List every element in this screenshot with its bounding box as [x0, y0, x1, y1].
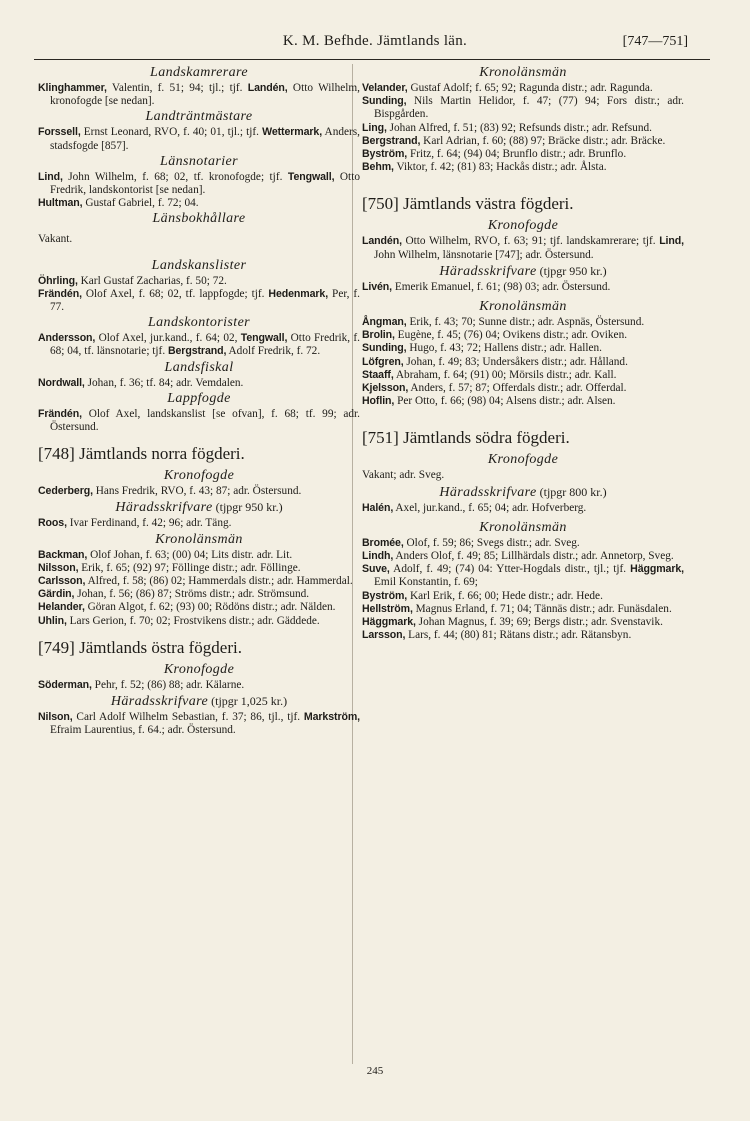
entry-name: Söderman,: [38, 678, 92, 691]
entry-text: Johan, f. 49; 83; Undersåkers distr.; adr. Hålland.: [403, 355, 628, 368]
right-column: [362, 64, 684, 642]
entry-name: Bromée,: [362, 536, 404, 549]
entry-text: Fritz, f. 64; (94) 04; Brunflo distr.; adr. Brunflo.: [407, 148, 627, 161]
entry-vacant: Vakant; adr. Sveg.: [362, 469, 445, 482]
entry-text: Per, f. 77.: [50, 287, 360, 314]
entry: [38, 332, 360, 358]
entry: [362, 342, 684, 355]
entry-name: Tengwall,: [287, 170, 335, 183]
entry: [362, 537, 684, 550]
entry: [362, 135, 684, 148]
entry-text: Lars, f. 44; (80) 81; Rätans distr.; adr. Rätansbyn.: [405, 629, 632, 642]
section-heading: Landskanslister: [151, 257, 247, 273]
entry-text: Gustaf Adolf; f. 65; 92; Ragunda distr.; adr. Ragunda.: [407, 82, 653, 94]
entry: [38, 197, 360, 210]
entry-name: Frändén,: [38, 407, 82, 420]
entry: [362, 382, 684, 395]
entry-name: Ling,: [362, 121, 387, 134]
entry-text: Anders, f. 57; 87; Offerdals distr.; adr. Offerdal.: [408, 382, 627, 395]
entry: [362, 82, 684, 95]
entry-text: Otto Wilhelm, RVO, f. 63; 91; tjf. landskamrerare; tjf.: [401, 235, 660, 248]
entry: [362, 629, 684, 642]
entry: [362, 550, 684, 563]
entry: [362, 281, 684, 294]
entry-name: Behm,: [362, 161, 394, 174]
entry-text: Ivar Ferdinand, f. 42; 96; adr. Täng.: [66, 517, 232, 530]
entry-name: Häggmark,: [362, 616, 416, 629]
entry: [362, 563, 684, 589]
section-heading: Kronofogde: [163, 468, 235, 484]
entry: [362, 395, 684, 408]
entry-name: Sunding,: [362, 95, 407, 108]
entry-text: Axel, jur.kand., f. 65; 04; adr. Hofverberg.: [393, 501, 587, 514]
entry-text: Eugène, f. 45; (76) 04; Ovikens distr.; adr. Oviken.: [394, 329, 628, 342]
entry-text: Lars Gerion, f. 70; 02; Frostvikens distr.; adr. Gäddede.: [66, 614, 320, 627]
entry-name: Brolin,: [362, 329, 395, 342]
entry-text: Olof Axel, jur.kand., f. 64; 02,: [95, 332, 241, 345]
entry-name: Suve,: [362, 563, 390, 576]
entry-name: Kjelsson,: [362, 382, 409, 395]
entry-name: Lind,: [38, 170, 63, 183]
page-header: [0, 30, 750, 56]
entry: [38, 588, 360, 601]
section-heading: Landsfiskal: [164, 359, 234, 375]
entry-name: Uhlin,: [38, 614, 67, 627]
entry-name: Livén,: [362, 280, 393, 293]
entry: [362, 148, 684, 161]
entry-text: Erik, f. 43; 70; Sunne distr.; adr. Aspnäs, Östersund.: [406, 316, 645, 329]
entry-text: Nils Martin Helidor, f. 47; (77) 94; Fors distr.; adr. Bispgården.: [374, 95, 684, 121]
section-heading: Kronolänsmän: [479, 299, 567, 315]
entry-text: John Wilhelm, f. 68; 02, tf. kronofogde; tjf.: [62, 170, 288, 183]
heading-title: Häradsskrifvare: [439, 484, 537, 500]
entry-text: Anders, stadsfogde [857].: [50, 126, 360, 152]
entry: [38, 377, 360, 390]
entry-name: Nordwall,: [38, 376, 85, 389]
entry: [362, 356, 684, 369]
entry-text: Karl Adrian, f. 60; (88) 97; Bräcke distr.; adr. Bräcke.: [420, 134, 666, 147]
entry: [38, 288, 360, 314]
entry-text: Magnus Erland, f. 71; 04; Tännäs distr.; adr. Funäsdalen.: [412, 602, 672, 615]
entry: [38, 126, 360, 152]
entry: [38, 275, 360, 288]
entry-name: Tengwall,: [240, 332, 288, 345]
entry-text: Otto Fredrik, f. 68; 04, tf. länsnotarie; tjf.: [50, 332, 360, 358]
entry-text: Karl Gustaf Zacharias, f. 50; 72.: [77, 274, 227, 287]
entry: [38, 562, 360, 575]
entry-name: Byström,: [362, 589, 408, 602]
entry-text: Valentin, f. 51; 94; tjl.; tjf.: [106, 82, 248, 94]
entry-text: Alfred, f. 58; (86) 02; Hammerdals distr.; adr. Hammerdal.: [85, 575, 353, 588]
entry-name: Roos,: [38, 517, 67, 530]
entry-text: Otto Fredrik, landskontorist [se nedan].: [50, 170, 360, 197]
heading-title: Häradsskrifvare: [115, 500, 213, 516]
district-heading: [750] Jämtlands västra fögderi.: [362, 194, 574, 214]
entry-text: Emil Konstantin, f. 69;: [374, 576, 478, 589]
entry: [362, 329, 684, 342]
entry-text: Göran Algot, f. 62; (93) 00; Rödöns distr.; adr. Nälden.: [84, 601, 336, 614]
entry-name: Gärdin,: [38, 588, 75, 601]
entry-name: Klinghammer,: [38, 82, 107, 94]
entry: [38, 575, 360, 588]
section-heading: [38, 499, 360, 516]
entry-text: Pehr, f. 52; (86) 88; adr. Kälarne.: [91, 678, 245, 691]
entry: [38, 485, 360, 498]
heading-salary: (tjpgr 1,025 kr.): [208, 694, 288, 709]
heading-salary: (tjpgr 950 kr.): [536, 263, 607, 278]
entry: [362, 95, 684, 121]
entry-name: Frändén,: [38, 287, 82, 300]
section-heading: Kronolänsmän: [479, 519, 567, 535]
entry-text: Johan, f. 56; (86) 87; Ströms distr.; adr. Strömsund.: [74, 588, 310, 601]
entry-text: Ernst Leonard, RVO, f. 40; 01, tjl.; tjf.: [80, 126, 263, 139]
entry: [362, 502, 684, 515]
entry-name: Larsson,: [362, 629, 406, 642]
entry: [362, 616, 684, 629]
entry-text: Adolf, f. 49; (74) 04: Ytter-Hogdals distr., tjl.; tjf.: [389, 563, 631, 576]
entry-text: Emerik Emanuel, f. 61; (98) 03; adr. Östersund.: [392, 280, 611, 293]
entry-text: Erik, f. 65; (92) 97; Föllinge distr.; adr. Föllinge.: [78, 561, 301, 574]
heading-title: Häradsskrifvare: [110, 694, 209, 710]
heading-salary: (tjpgr 950 kr.): [212, 500, 283, 515]
entry-text: Per Otto, f. 66; (98) 04; Alsens distr.; adr. Alsen.: [394, 395, 616, 408]
left-column: [38, 64, 360, 737]
entry-name: Bergstrand,: [362, 134, 421, 147]
district-heading: [751] Jämtlands södra fögderi.: [362, 428, 570, 448]
section-heading: [38, 693, 360, 710]
entry-name: Lindh,: [362, 550, 394, 563]
section-heading: Lappfogde: [167, 390, 231, 406]
entry-name: Landén,: [247, 82, 288, 94]
entry: [362, 235, 684, 261]
section-heading: Kronolänsmän: [155, 531, 243, 547]
entry-text: Johan Magnus, f. 39; 69; Bergs distr.; adr. Svenstavik.: [415, 616, 663, 629]
entry: [38, 82, 360, 108]
section-heading: Kronofogde: [163, 661, 235, 677]
heading-title: Häradsskrifvare: [439, 263, 537, 279]
entry: [362, 369, 684, 382]
entry-text: Anders Olof, f. 49; 85; Lillhärdals distr.; adr. Annetorp, Sveg.: [393, 550, 674, 563]
entry-text: Hugo, f. 43; 72; Hallens distr.; adr. Hallen.: [406, 342, 602, 355]
entry-text: Otto Wilhelm, kronofogde [se nedan].: [50, 82, 360, 108]
district-heading: [749] Jämtlands östra fögderi.: [38, 637, 242, 657]
entry-name: Backman,: [38, 548, 88, 561]
entry: [38, 408, 360, 434]
section-heading: Landträntmästare: [145, 109, 253, 125]
entry: [38, 517, 360, 530]
entry-name: Häggmark,: [630, 563, 684, 576]
header-rule: [34, 59, 710, 60]
entry-name: Hoflin,: [362, 395, 395, 408]
section-heading: [362, 484, 684, 501]
section-heading: Kronolänsmän: [479, 65, 567, 80]
page-number: 245: [366, 1065, 384, 1077]
entry-text: Olof, f. 59; 86; Svegs distr.; adr. Sveg.: [403, 536, 580, 549]
entry-text: Viktor, f. 42; (81) 83; Hackås distr.; adr. Ålsta.: [393, 161, 607, 174]
section-heading: Landskontorister: [147, 315, 251, 331]
entry: [362, 122, 684, 135]
entry: [362, 161, 684, 174]
entry-name: Landén,: [362, 235, 402, 248]
section-heading: Landskamrerare: [150, 65, 248, 80]
entry-text: Olof Axel, f. 68; 02, tf. lappfogde; tjf.: [81, 287, 269, 300]
entry-name: Öhrling,: [38, 274, 78, 287]
section-range: [747—751]: [622, 34, 688, 49]
entry-vacant: Vakant.: [38, 233, 73, 246]
district-heading: [748] Jämtlands norra fögderi.: [38, 444, 245, 464]
entry-text: Adolf Fredrik, f. 72.: [226, 345, 321, 358]
entry: [38, 171, 360, 197]
entry-name: Nilson,: [38, 711, 73, 724]
section-heading: Kronofogde: [487, 452, 559, 468]
entry: [38, 601, 360, 614]
entry-name: Byström,: [362, 148, 408, 161]
heading-salary: (tjpgr 800 kr.): [536, 484, 607, 499]
section-heading: [362, 263, 684, 280]
entry-text: Efraim Laurentius, f. 64.; adr. Östersund.: [50, 724, 236, 737]
entry-text: Johan Alfred, f. 51; (83) 92; Refsunds distr.; adr. Refsund.: [386, 121, 652, 134]
entry-name: Sunding,: [362, 342, 407, 355]
entry-name: Löfgren,: [362, 355, 404, 368]
entry-text: Johan, f. 36; tf. 84; adr. Vemdalen.: [84, 376, 244, 389]
entry: [38, 615, 360, 628]
entry: [38, 549, 360, 562]
running-title: K. M. Befhde. Jämtlands län.: [282, 33, 468, 49]
entry-text: Olof Johan, f. 63; (00) 04; Lits distr. adr. Lit.: [87, 548, 293, 561]
entry-name: Andersson,: [38, 332, 96, 345]
entry-text: Gustaf Gabriel, f. 72; 04.: [82, 197, 199, 210]
entry-name: Hultman,: [38, 197, 83, 210]
entry-text: Abraham, f. 64; (91) 00; Mörsils distr.; adr. Kall.: [393, 368, 617, 381]
entry-name: Halén,: [362, 501, 394, 514]
entry-name: Forssell,: [38, 126, 81, 139]
section-heading: Kronofogde: [487, 218, 559, 234]
entry-name: Velander,: [362, 82, 408, 94]
entry-text: John Wilhelm, länsnotarie [747]; adr. Östersund.: [374, 248, 594, 261]
entry-text: Hans Fredrik, RVO, f. 43; 87; adr. Östersund.: [92, 485, 302, 498]
entry-name: Carlsson,: [38, 575, 86, 588]
section-heading: Länsnotarier: [160, 153, 238, 169]
entry-name: Staaff,: [362, 368, 394, 381]
entry-name: Lind,: [659, 235, 684, 248]
entry-name: Ångman,: [362, 316, 407, 329]
entry-name: Cederberg,: [38, 485, 93, 498]
entry-name: Nilsson,: [38, 561, 79, 574]
entry: [38, 679, 360, 692]
section-heading: Länsbokhållare: [152, 211, 246, 227]
entry: [362, 316, 684, 329]
entry-name: Markström,: [303, 711, 360, 724]
entry: [362, 603, 684, 616]
entry: [38, 711, 360, 737]
entry-name: Helander,: [38, 601, 85, 614]
entry-text: Olof Axel, landskanslist [se ofvan], f. 68; tf. 99; adr. Östersund.: [50, 407, 360, 434]
entry-text: Carl Adolf Wilhelm Sebastian, f. 37; 86, tjl., tjf.: [72, 711, 304, 724]
entry-name: Bergstrand,: [167, 345, 227, 358]
entry-text: Karl Erik, f. 66; 00; Hede distr.; adr. Hede.: [407, 589, 603, 602]
entry-name: Hellström,: [362, 602, 413, 615]
entry-name: Hedenmark,: [268, 287, 329, 300]
entry: [362, 590, 684, 603]
entry-name: Wettermark,: [262, 126, 323, 139]
